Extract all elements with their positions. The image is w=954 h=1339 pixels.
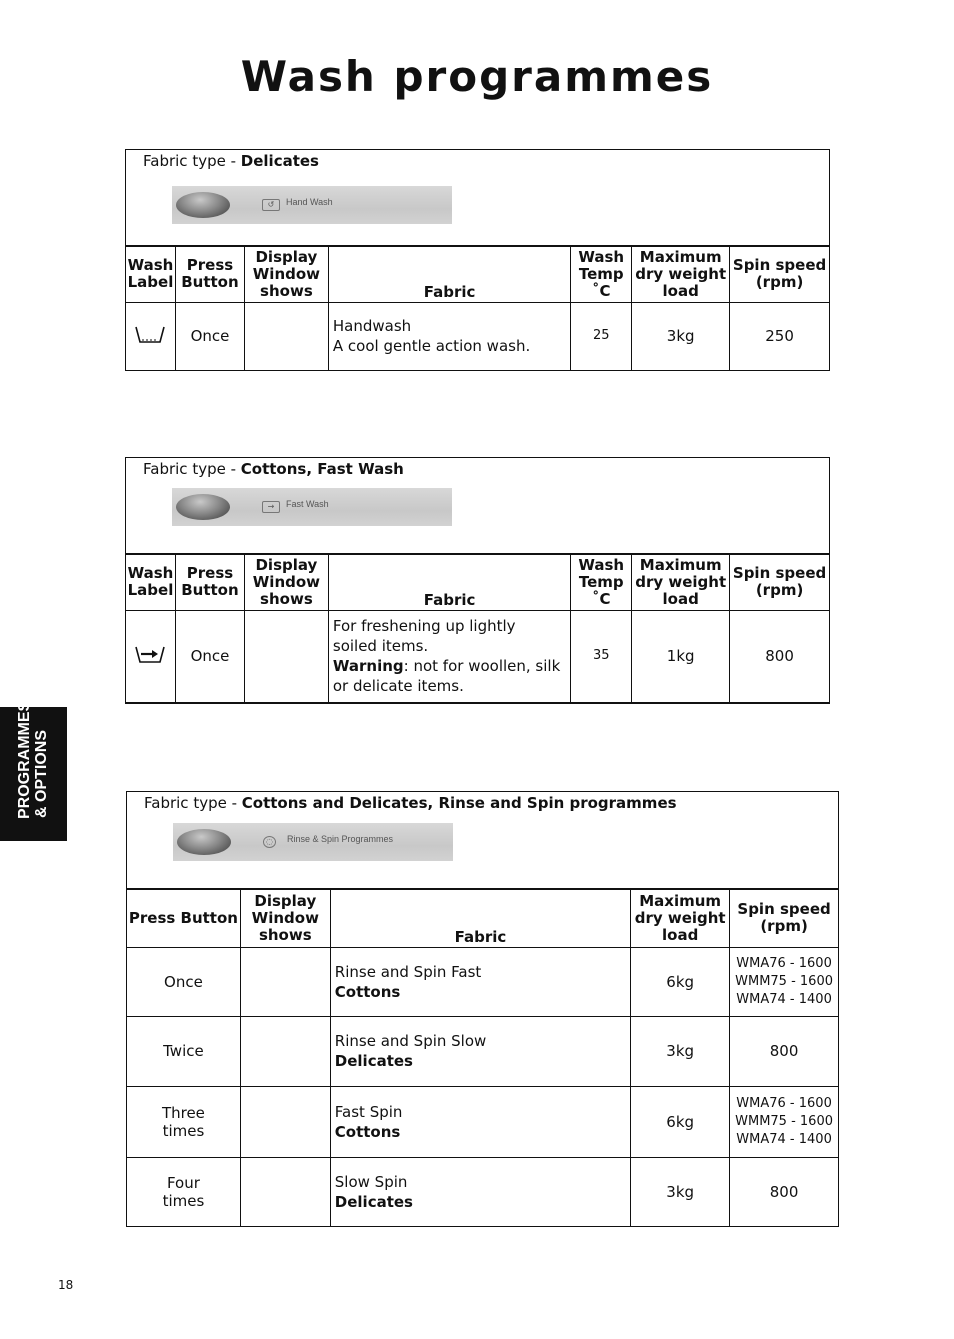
wash-temp-header: Wash Temp ˚C xyxy=(571,554,632,610)
panel-label: Rinse & Spin Programmes xyxy=(287,834,394,844)
max-load-header: Maximum dry weight load xyxy=(631,889,730,947)
page-number: 18 xyxy=(58,1278,74,1292)
display-window-image xyxy=(244,302,328,370)
press-count: Twice xyxy=(127,1016,241,1086)
spin-header: Spin speed (rpm) xyxy=(730,246,830,302)
press-count: Once xyxy=(175,610,244,702)
press-count: Once xyxy=(127,947,241,1016)
press-count: Once xyxy=(175,302,244,370)
fabric-header: Fabric xyxy=(330,889,630,947)
press-button-header: Press Button xyxy=(175,246,244,302)
spin-value: WMA76 - 1600 WMM75 - 1600 WMA74 - 1400 xyxy=(730,1086,839,1157)
programme-button xyxy=(176,192,230,218)
hand-wash-icon: ↺ xyxy=(262,199,280,211)
spin-value: WMA76 - 1600 WMM75 - 1600 WMA74 - 1400 xyxy=(730,947,839,1016)
section-side-tab xyxy=(0,700,67,841)
wash-temp-header: Wash Temp ˚C xyxy=(571,246,632,302)
control-panel-image xyxy=(173,823,453,861)
control-panel-image xyxy=(172,488,452,526)
hand-wash-tub-icon xyxy=(126,302,176,370)
page-title: Wash programmes xyxy=(240,52,714,101)
fabric-description: Rinse and Spin Slow Delicates xyxy=(330,1016,630,1086)
display-window-image xyxy=(244,610,328,702)
wash-temp-value: 25 xyxy=(571,302,632,370)
wash-label-header: Wash Label xyxy=(126,246,176,302)
fabric-description: Handwash A cool gentle action wash. xyxy=(328,302,570,370)
table-row xyxy=(126,302,830,370)
table-row xyxy=(127,1016,839,1086)
fast-wash-programme-table xyxy=(125,457,830,704)
display-window-image xyxy=(240,947,330,1016)
fast-wash-icon: → xyxy=(262,501,280,513)
fast-wash-tub-icon xyxy=(126,610,176,702)
press-button-header: Press Button xyxy=(175,554,244,610)
delicates-programme-table xyxy=(125,149,830,371)
table-row xyxy=(127,1086,839,1157)
display-header: Display Window shows xyxy=(240,889,330,947)
fabric-type-label: Fabric type - Delicates xyxy=(143,152,319,170)
display-window-image xyxy=(240,1157,330,1226)
table-row xyxy=(127,1157,839,1226)
press-count: Four times xyxy=(127,1157,241,1226)
display-window-image xyxy=(240,1016,330,1086)
max-load-header: Maximum dry weight load xyxy=(632,554,730,610)
display-header: Display Window shows xyxy=(244,554,328,610)
table-row xyxy=(126,610,830,702)
spin-value: 800 xyxy=(730,1157,839,1226)
max-load-header: Maximum dry weight load xyxy=(632,246,730,302)
panel-label: Hand Wash xyxy=(286,197,333,207)
warning-label: Warning xyxy=(332,657,404,675)
display-window-image xyxy=(240,1086,330,1157)
fabric-description: Rinse and Spin Fast Cottons xyxy=(330,947,630,1016)
fabric-description: Slow Spin Delicates xyxy=(330,1157,630,1226)
wash-label-header: Wash Label xyxy=(126,554,176,610)
fabric-description: For freshening up lightly soiled items. Warning: not for woollen, silk or delicate items. xyxy=(328,610,570,702)
max-load-value: 6kg xyxy=(631,947,730,1016)
fabric-type-label: Fabric type - Cottons, Fast Wash xyxy=(143,460,404,478)
programme-button xyxy=(177,829,231,855)
spin-header: Spin speed (rpm) xyxy=(730,889,839,947)
max-load-value: 1kg xyxy=(632,610,730,702)
control-panel-image xyxy=(172,186,452,224)
press-button-header: Press Button xyxy=(127,889,241,947)
press-count: Three times xyxy=(127,1086,241,1157)
rinse-spin-programme-table xyxy=(126,791,839,1227)
fabric-type-label: Fabric type - Cottons and Delicates, Rinse and Spin programmes xyxy=(144,794,677,812)
panel-label: Fast Wash xyxy=(286,499,329,509)
max-load-value: 6kg xyxy=(631,1086,730,1157)
programme-button xyxy=(176,494,230,520)
max-load-value: 3kg xyxy=(631,1157,730,1226)
fabric-header: Fabric xyxy=(328,554,570,610)
max-load-value: 3kg xyxy=(631,1016,730,1086)
wash-temp-value: 35 xyxy=(571,610,632,702)
fabric-header: Fabric xyxy=(328,246,570,302)
spin-value: 800 xyxy=(730,1016,839,1086)
spin-value: 800 xyxy=(730,610,830,702)
fabric-description: Fast Spin Cottons xyxy=(330,1086,630,1157)
max-load-value: 3kg xyxy=(632,302,730,370)
display-header: Display Window shows xyxy=(244,246,328,302)
spin-value: 250 xyxy=(730,302,830,370)
table-row xyxy=(127,947,839,1016)
side-tab-label: PROGRAMMES & OPTIONS xyxy=(16,700,50,819)
spin-header: Spin speed (rpm) xyxy=(730,554,830,610)
rinse-spin-icon: ◌ xyxy=(263,836,276,848)
